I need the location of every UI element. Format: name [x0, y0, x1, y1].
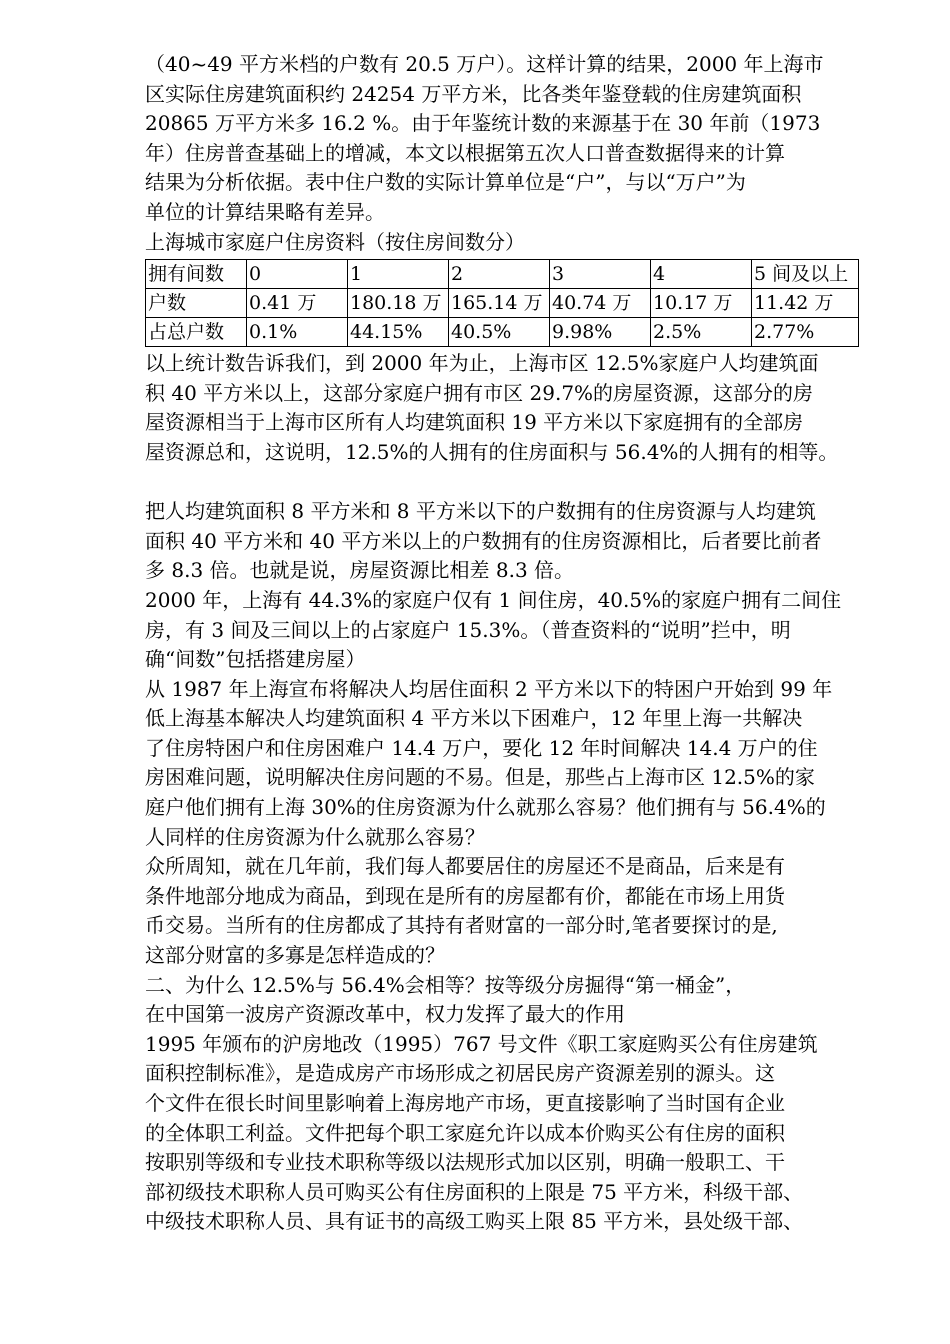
text-line: 年）住房普查基础上的增减，本文以根据第五次人口普查数据得来的计算 — [145, 140, 785, 165]
document-page — [145, 50, 880, 1237]
text-line: （40~49 平方米档的户数有 20.5 万户）。这样计算的结果，2000 年上海市 — [145, 52, 824, 76]
table-cell: 0.1% — [247, 318, 348, 347]
text-line: 房困难问题，说明解决住房问题的不易。但是，那些占上海市区 12.5%的家 — [145, 765, 815, 790]
intro-paragraph — [145, 50, 880, 228]
section-subheading: 在中国第一波房产资源改革中，权力发挥了最大的作用 — [145, 1002, 625, 1027]
text-line: 2000 年，上海有 44.3%的家庭户仅有 1 间住房，40.5%的家庭户拥有二间住 — [145, 587, 842, 612]
table-caption: 上海城市家庭户住房资料（按住房间数分） — [145, 229, 525, 254]
text-line: 房，有 3 间及三间以上的占家庭户 15.3%。（普查资料的“说明”拦中，明 — [145, 617, 791, 642]
table-cell: 拥有间数 — [146, 260, 247, 289]
table-cell: 3 — [550, 260, 651, 289]
table-cell: 0.41 万 — [247, 289, 348, 318]
text-line: 从 1987 年上海宣布将解决人均居住面积 2 平方米以下的特困户开始到 99 年 — [145, 676, 833, 701]
table-row — [146, 289, 859, 318]
table-cell: 44.15% — [348, 318, 449, 347]
table-cell: 10.17 万 — [651, 289, 752, 318]
table-cell: 占总户数 — [146, 318, 247, 347]
blank-line — [145, 468, 880, 498]
table-cell: 2.5% — [651, 318, 752, 347]
table-cell: 5 间及以上 — [752, 260, 859, 289]
table-cell: 4 — [651, 260, 752, 289]
text-line: 积 40 平方米以上，这部分家庭户拥有市区 29.7%的房屋资源，这部分的房 — [145, 380, 814, 405]
section-heading: 二、为什么 12.5%与 56.4%会相等？按等级分房掘得“第一桶金”， — [145, 972, 746, 997]
table-cell: 40.74 万 — [550, 289, 651, 318]
text-line: 这部分财富的多寡是怎样造成的？ — [145, 943, 445, 968]
text-line: 币交易。当所有的住房都成了其持有者财富的一部分时,笔者要探讨的是, — [145, 913, 778, 938]
body-text — [145, 497, 880, 1237]
text-line: 人同样的住房资源为什么就那么容易？ — [145, 824, 485, 849]
text-line: 条件地部分地成为商品，到现在是所有的房屋都有价，都能在市场上用货 — [145, 883, 785, 908]
text-line: 中级技术职称人员、具有证书的高级工购买上限 85 平方米，县处级干部、 — [145, 1209, 804, 1234]
table-cell: 9.98% — [550, 318, 651, 347]
text-line: 了住房特困户和住房困难户 14.4 万户，要化 12 年时间解决 14.4 万户的住 — [145, 735, 818, 760]
text-line: 个文件在很长时间里影响着上海房地产市场，更直接影响了当时国有企业 — [145, 1091, 785, 1115]
analysis-paragraph — [145, 349, 880, 467]
text-line: 部初级技术职称人员可购买公有住房面积的上限是 75 平方米，科级干部、 — [145, 1179, 804, 1204]
text-line: 20865 万平方米多 16.2 %。由于年鉴统计数的来源基于在 30 年前（1973 — [145, 111, 821, 136]
text-line: 1995 年颁布的沪房地改（1995）767 号文件《职工家庭购买公有住房建筑 — [145, 1031, 818, 1056]
text-line: 把人均建筑面积 8 平方米和 8 平方米以下的户数拥有的住房资源与人均建筑 — [145, 499, 816, 524]
table-row — [146, 318, 859, 347]
housing-table — [145, 259, 859, 347]
text-line: 按职别等级和专业技术职称等级以法规形式加以区别，明确一般职工、干 — [145, 1150, 785, 1175]
text-line: 以上统计数告诉我们，到 2000 年为止，上海市区 12.5%家庭户人均建筑面 — [145, 351, 819, 376]
text-line: 面积控制标准》，是造成房产市场形成之初居民房产资源差别的源头。这 — [145, 1061, 775, 1086]
table-cell: 40.5% — [449, 318, 550, 347]
text-line: 庭户他们拥有上海 30%的住房资源为什么就那么容易？他们拥有与 56.4%的 — [145, 795, 826, 820]
table-cell: 180.18 万 — [348, 289, 449, 318]
table-row — [146, 260, 859, 289]
text-line: 确“间数”包括搭建房屋） — [145, 647, 366, 672]
table-cell: 165.14 万 — [449, 289, 550, 318]
table-cell: 2 — [449, 260, 550, 289]
text-line: 面积 40 平方米和 40 平方米以上的户数拥有的住房资源相比，后者要比前者 — [145, 528, 822, 553]
text-line: 低上海基本解决人均建筑面积 4 平方米以下困难户，12 年里上海一共解决 — [145, 706, 803, 731]
text-line: 区实际住房建筑面积约 24254 万平方米，比各类年鉴登载的住房建筑面积 — [145, 81, 802, 106]
table-cell: 1 — [348, 260, 449, 289]
text-line: 屋资源总和，这说明，12.5%的人拥有的住房面积与 56.4%的人拥有的相等。 — [145, 439, 839, 464]
table-cell: 11.42 万 — [752, 289, 859, 318]
text-line: 结果为分析依据。表中住户数的实际计算单位是“户”，与以“万户”为 — [145, 170, 746, 195]
text-line: 单位的计算结果略有差异。 — [145, 199, 385, 224]
table-cell: 0 — [247, 260, 348, 289]
text-line: 的全体职工利益。文件把每个职工家庭允许以成本价购买公有住房的面积 — [145, 1120, 785, 1145]
text-line: 屋资源相当于上海市区所有人均建筑面积 19 平方米以下家庭拥有的全部房 — [145, 410, 804, 435]
table-cell: 2.77% — [752, 318, 859, 347]
table-cell: 户数 — [146, 289, 247, 318]
text-line: 多 8.3 倍。也就是说，房屋资源比相差 8.3 倍。 — [145, 558, 575, 583]
text-line: 众所周知，就在几年前，我们每人都要居住的房屋还不是商品，后来是有 — [145, 854, 785, 879]
